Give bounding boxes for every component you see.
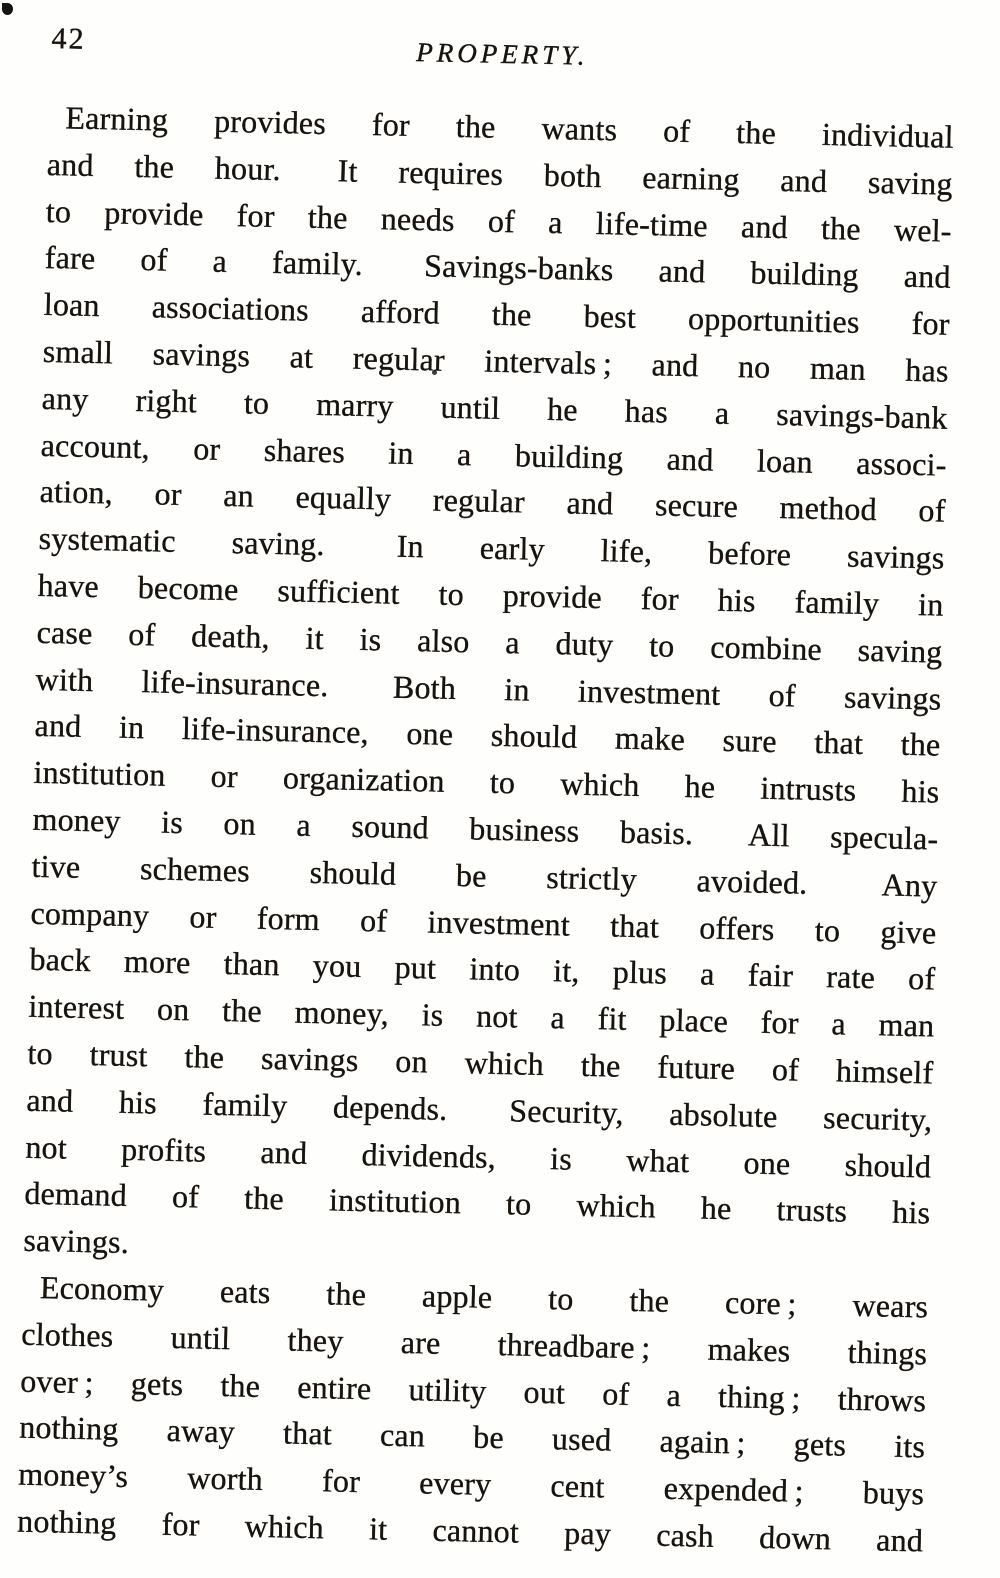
- text-line: to trust the savings on which the future of himself: [27, 1034, 934, 1091]
- text-line: institution or organization to which he intrusts his: [33, 753, 940, 810]
- text-line: interest on the money, is not a fit place for a man: [28, 987, 935, 1044]
- page-number: 42: [51, 22, 86, 56]
- text-line: and in life-insurance, one should make sure that the: [34, 707, 941, 763]
- page-content: [17, 22, 956, 1564]
- text-line: fare of a family. Savings-banks and building and: [44, 239, 952, 296]
- text-line: any right to marry until he has a savings-bank: [41, 379, 948, 436]
- text-line: back more than you put into it, plus a fair rate of: [29, 941, 936, 997]
- text-line: over ; gets the entire utility out of a thing ; throws: [19, 1362, 927, 1418]
- text-line: money is on a sound business basis. All specula-: [32, 800, 939, 857]
- page-body: [17, 94, 954, 1564]
- text-line: not profits and dividends, is what one should: [25, 1128, 932, 1185]
- text-line: have become sufficient to provide for his family in: [37, 566, 944, 623]
- text-line: and his family depends. Security, absolute security,: [26, 1081, 933, 1138]
- text-line: ation, or an equally regular and secure method of: [39, 473, 946, 530]
- page-header: [49, 22, 956, 88]
- text-line: money’s worth for every cent expended ; buys: [17, 1455, 925, 1512]
- text-line: nothing away that can be used again ; gets its: [18, 1408, 926, 1465]
- text-line: demand of the institution to which he trusts his: [24, 1175, 931, 1231]
- text-line: tive schemes should be strictly avoided. Any: [31, 847, 938, 904]
- text-line: to provide for the needs of a life-time and the wel-: [45, 192, 953, 249]
- text-line: small savings at regular intervals ; and no man has: [42, 332, 950, 389]
- text-line: systematic saving. In early life, before savings: [38, 520, 945, 576]
- text-line: and the hour. It requires both earning and saving: [46, 145, 954, 202]
- paragraph: [23, 94, 954, 1283]
- text-line: Earning provides for the wants of the individual: [65, 99, 955, 155]
- text-line: clothes until they are threadbare ; makes things: [20, 1315, 928, 1372]
- text-line: savings.: [23, 1221, 130, 1261]
- running-title: PROPERTY.: [415, 37, 589, 71]
- text-line: company or form of investment that offers to give: [30, 894, 937, 951]
- text-line: case of death, it is also a duty to combine saving: [36, 613, 943, 670]
- paragraph: [17, 1264, 929, 1564]
- text-line: nothing for which it cannot pay cash down and: [16, 1502, 924, 1559]
- text-line: account, or shares in a building and loan associ-: [40, 426, 947, 483]
- text-line: Economy eats the apple to the core ; wears: [39, 1269, 929, 1325]
- scan-speck-icon: [2, 3, 13, 15]
- text-line: with life-insurance. Both in investment of savings: [35, 660, 942, 717]
- text-line: loan associations afford the best opportunities for: [43, 286, 951, 342]
